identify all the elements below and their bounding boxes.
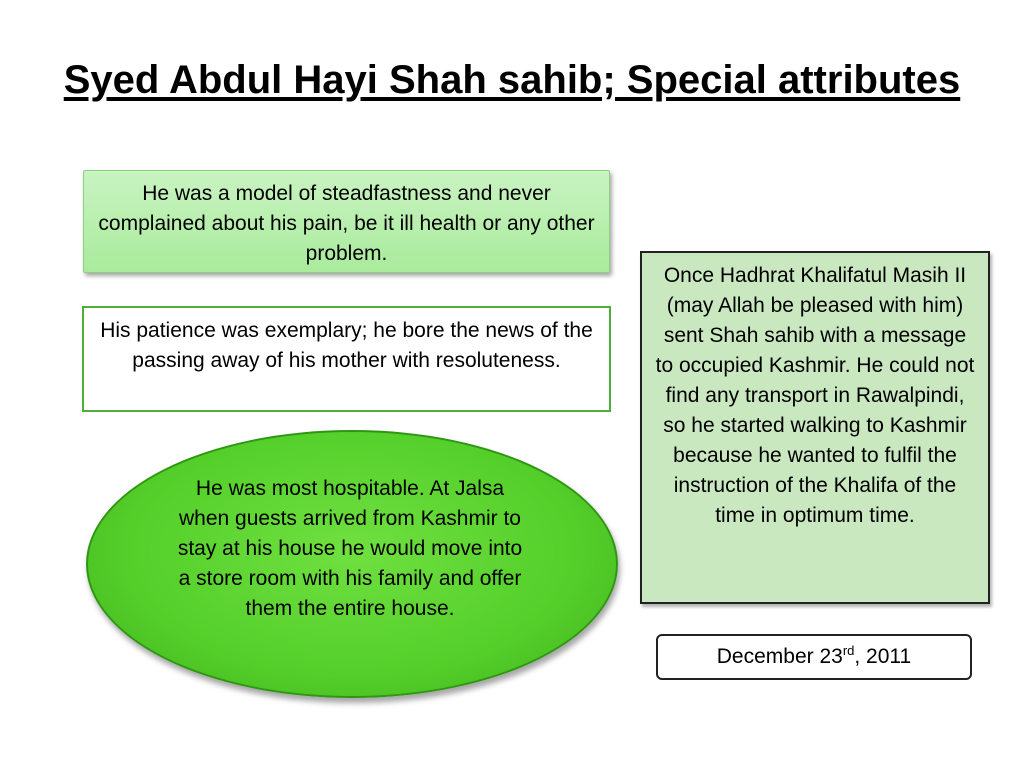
patience-box bbox=[82, 306, 611, 412]
steadfastness-text: He was a model of steadfastness and never complained about his pain, be it ill health or any other problem. bbox=[98, 182, 595, 265]
date-box bbox=[656, 634, 972, 680]
kashmir-journey-text: Once Hadhrat Khalifatul Masih II (may Allah be pleased with him) sent Shah sahib with a message to occupied Kashmir. He could not find any transport in Rawalpindi, so he started walking to Kashmir because he wanted to fulfil the instruction of the Khalifa of the time in optimum time. bbox=[655, 264, 975, 527]
patience-text: His patience was exemplary; he bore the news of the passing away of his mother with resoluteness. bbox=[100, 319, 593, 372]
date-month-day: December 23 bbox=[716, 645, 843, 668]
date-year: , 2011 bbox=[854, 645, 912, 668]
date-ordinal-suffix: rd bbox=[842, 643, 855, 658]
steadfastness-box bbox=[83, 170, 610, 273]
kashmir-journey-box bbox=[640, 251, 990, 604]
slide-title: Syed Abdul Hayi Shah sahib; Special attributes bbox=[63, 58, 961, 102]
hospitality-text: He was most hospitable. At Jalsa when guests arrived from Kashmir to stay at his house he would move into a store room with his family and offer them the entire house. bbox=[177, 477, 523, 620]
